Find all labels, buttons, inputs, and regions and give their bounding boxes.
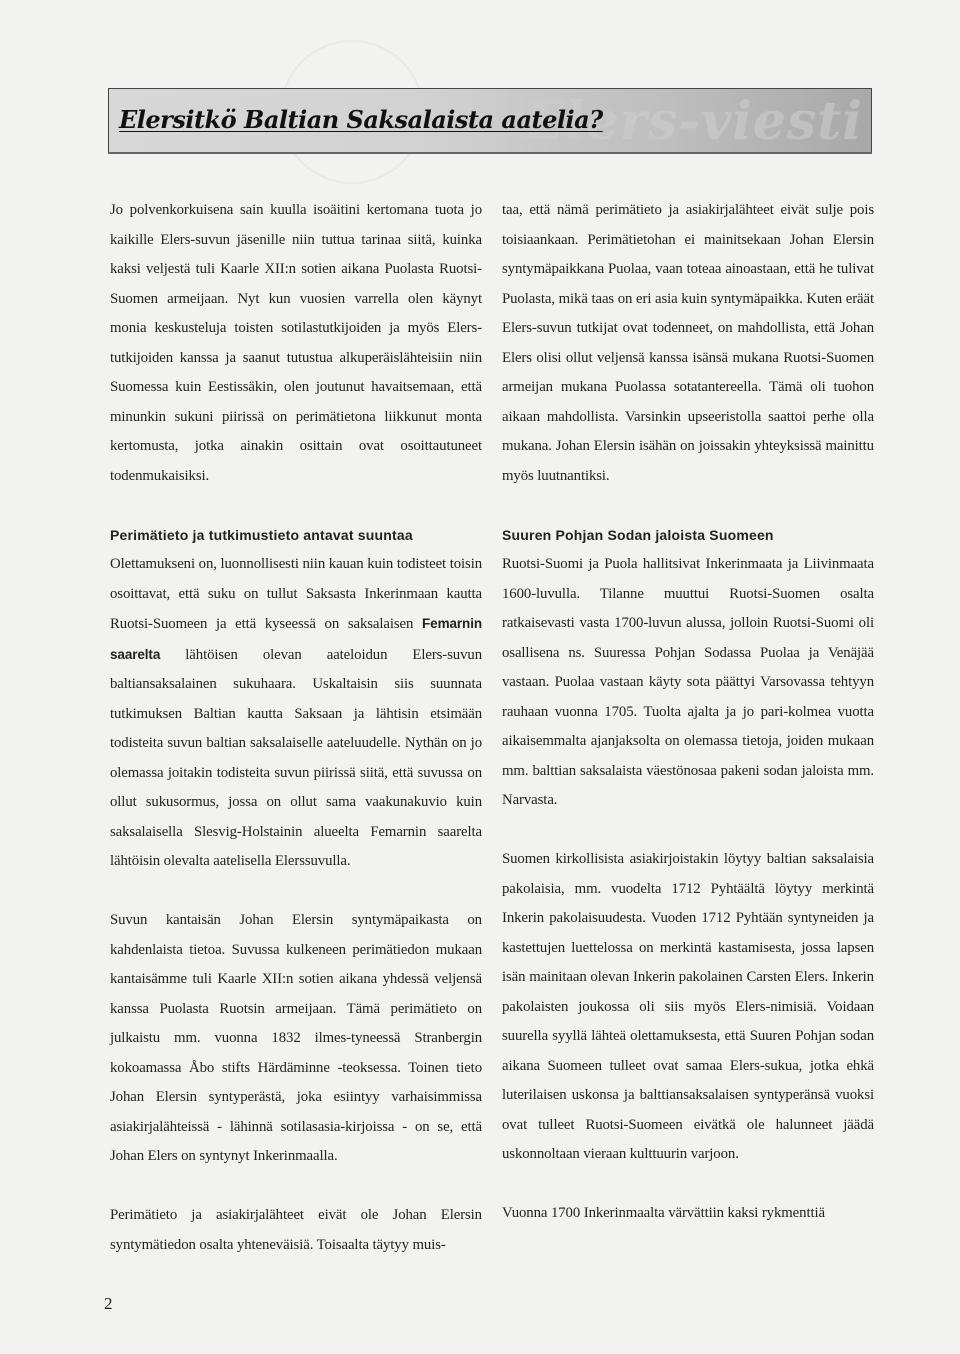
- page-number: 2: [104, 1294, 113, 1313]
- paragraph: Perimätieto ja asiakirjalähteet eivät ole Johan Elersin syntymätiedon osalta yhteneväisiä. Toisaalta täytyy muis-: [110, 1207, 482, 1253]
- paragraph: Vuonna 1700 Inkerinmaalta värvättiin kaksi rykmenttiä: [502, 1205, 825, 1221]
- section-heading: Suuren Pohjan Sodan jaloista Suomeen: [502, 526, 774, 543]
- paragraph: taa, että nämä perimätieto ja asiakirjalähteet eivät sulje pois toisiaankaan. Perimätietohan ei mainitsekaan Johan Elersin syntymäpaikkana Puolaa, vaan toteaa ainoastaan, että he tulivat Puolasta, mikä taas on eri asia kuin syntymäpaikka. Kuten eräät Elers-suvun tutkijat ovat todenneet, on mahdollista, että Johan Elers olisi ollut veljensä kanssa isänsä mukana Ruotsi-Suomen armeijan mukana Puolassa sotatantereella. Tämä oli tuohon aikaan mahdollista. Varsinkin upseeristolla saattoi perhe olla mukana. Johan Elersin isähän on joissakin yhteyksissä mainittu myös luutnantiksi.: [502, 202, 874, 484]
- right-column: [502, 196, 874, 1229]
- title-divider: [108, 152, 872, 154]
- article-title-banner: [108, 88, 872, 154]
- paragraph: Ruotsi-Suomi ja Puola hallitsivat Inkerinmaata ja Liivinmaata 1600-luvulla. Tilanne muuttui Ruotsi-Suomen osalta ratkaisevasti vasta 1700-luvun alussa, jolloin Ruotsi-Suomi oli osallisena ns. Suuressa Pohjan Sodassa Puolaa ja Venäjää vastaan. Puolaa vastaan käyty sota päättyi Varsovassa tehtyyn rauhaan vuonna 1705. Tuolta ajalta ja jo pari-kolmea vuotta aikaisemmalta ajanjaksolta on olemassa tietoja, joiden mukaan mm. balttian saksalaista väestönosaa pakeni sodan jaloista mm. Narvasta.: [502, 556, 874, 808]
- paragraph: Olettamukseni on, luonnollisesti niin kauan kuin todisteet toisin osoittavat, että suku on tullut Saksasta Inkerinmaan kautta Ruotsi-Suomeen ja että kyseessä on saksalaisen Femarnin saarelta lähtöisen olevan aateloidun Elers-suvun baltiansaksalainen sukuhaara. Uskaltaisin siis suunnata tutkimuksen Baltian kautta Saksaan ja lähtisin etsimään todisteita suvun baltian saksalaiselle aateluudelle. Nythän on jo olemassa joitakin todisteita suvun piirissä siitä, että suvussa on ollut sukusormus, jossa on ollut sama vaakunakuvio kuin saksalaisella Slesvig-Holstainin alueelta Femarnin saarelta lähtöisin olevalta aatelisella Elerssuvulla.: [110, 556, 482, 869]
- banner-background-text: Elers-viesti: [524, 91, 863, 152]
- section-heading: Perimätieto ja tutkimustieto antavat suuntaa: [110, 526, 413, 543]
- paragraph: Jo polvenkorkuisena sain kuulla isoäitini kertomana tuota jo kaikille Elers-suvun jäsenille niin tuttua tarinaa siitä, kuinka kaksi veljestä tuli Kaarle XII:n sotien aikana Puolasta Ruotsi-Suomen armeijaan. Nyt kun vuosien varrella olen käynyt monia keskusteluja toisten sotilastutkijoiden ja myös Elers-tutkijoiden kanssa ja saanut tutustua alkuperäislähteisiin niin Suomessa kuin Eestissäkin, olen joutunut havaitsemaan, että minunkin sukuni piirissä on perimätietona liikkunut monta kertomusta, jotka ainakin osittain ovat osoittautuneet todenmukaisiksi.: [110, 202, 482, 484]
- paragraph: Suvun kantaisän Johan Elersin syntymäpaikasta on kahdenlaista tietoa. Suvussa kulkeneen perimätiedon mukaan kantaisämme tuli Kaarle XII:n sotien aikana yhdessä veljensä kanssa Puolasta Ruotsin armeijaan. Tämä perimätieto on julkaistu mm. vuonna 1832 ilmes-tyneessä Stranbergin kokoamassa Åbo stifts Härdäminne -teoksessa. Toinen tieto Johan Elersin syntyperästä, joka esiintyy varhaisimmissa asiakirjalähteissä - lähinnä sotilasasia-kirjoissa - on se, että Johan Elers on syntynyt Inkerinmaalla.: [110, 912, 482, 1164]
- paragraph: Suomen kirkollisista asiakirjoistakin löytyy baltian saksalaisia pakolaisia, mm. vuodelta 1712 Pyhtäältä löytyy merkintä Inkerin pakolaisuudesta. Vuoden 1712 Pyhtään syntyneiden ja kastettujen luettelossa on merkintä kastamisesta, jossa lapsen isän mainitaan olevan Inkerin pakolainen Carsten Elers. Inkerin pakolaisten joukossa oli siis myös Elers-nimisiä. Voidaan suurella syyllä lähteä olettamuksesta, että Suuren Pohjan sodan aikana Suomeen tulleet ovat samaa Elers-sukua, jotka ehkä luterilaisen uskonsa ja balttiansaksalaisen syntyperänsä vuoksi ovat tulleet Ruotsi-Suomeen eivätkä ole halunneet jäädä uskonnoltaan vieraan kulttuurin varjoon.: [502, 851, 874, 1162]
- left-column: [110, 196, 482, 1260]
- article-title: Elersitkö Baltian Saksalaista aatelia?: [119, 105, 603, 134]
- emphasis-femarn: Femarnin saarelta: [110, 616, 482, 662]
